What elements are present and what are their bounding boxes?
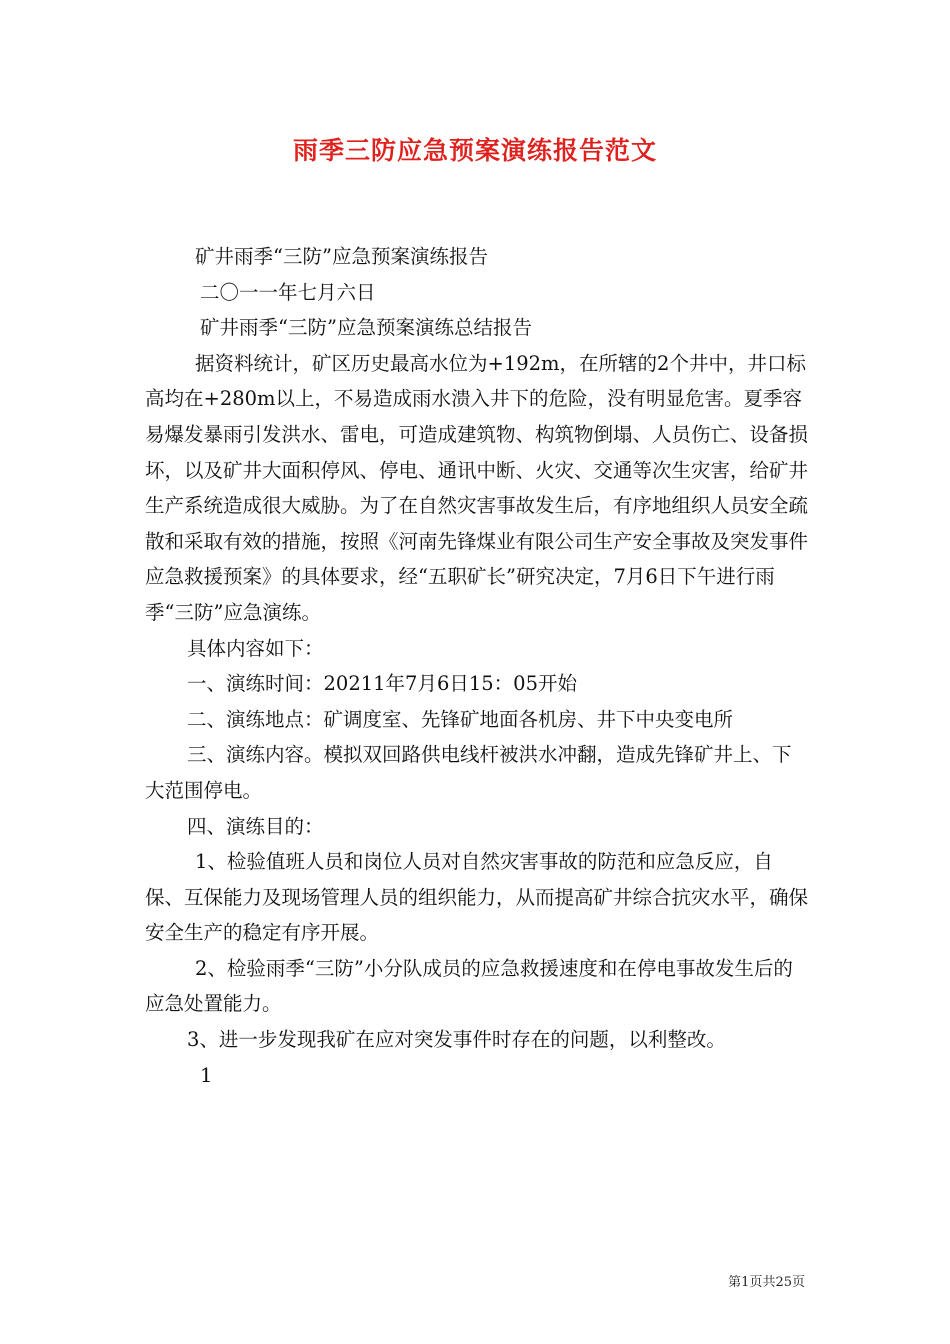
purpose-item-3: 3、进一步发现我矿在应对突发事件时存在的问题，以利整改。 (187, 1028, 726, 1052)
document-title: 雨季三防应急预案演练报告范文 (292, 136, 657, 165)
report-heading: 矿井雨季“三防”应急预案演练报告 (195, 245, 488, 268)
intro-paragraph: 据资料统计，矿区历史最高水位为+192m，在所辖的2个井中，井口标高均在+280m以上，不易造成雨水溃入井下的危险，没有明显危害。夏季容易爆发暴雨引发洪水、雷电，可造成建筑物、构筑物倒塌、人员伤亡、设备损坏，以及矿井大面积停风、停电、通讯中断、火灾、交通等次生灾害，给矿井生产系统造成很大威胁。为了在自然灾害事故发生后，有序地组织人员安全疏散和采取有效的措施，按照《河南先锋煤业有限公司生产安全事故及突发事件应急救援预案》的具体要求，经“五职矿长”研究决定，7月6日下午进行雨季“三防”应急演练。 (145, 351, 809, 624)
summary-heading: 矿井雨季“三防”应急预案演练总结报告 (200, 316, 532, 340)
page-footer: 第1页共25页 (728, 1275, 805, 1290)
drill-time: 一、演练时间：20211年7月6日15：05开始 (187, 672, 577, 696)
drill-content: 三、演练内容。模拟双回路供电线杆被洪水冲翻，造成先锋矿井上、下大范围停电。 (145, 743, 792, 802)
purpose-item-2: 2、检验雨季“三防”小分队成员的应急救援速度和在停电事故发生后的应急处置能力。 (145, 956, 793, 1016)
document-body (145, 239, 810, 1093)
inline-page-marker: 1 (200, 1063, 213, 1087)
drill-location: 二、演练地点：矿调度室、先锋矿地面各机房、井下中央变电所 (187, 707, 734, 731)
report-date: 二〇一一年七月六日 (200, 280, 376, 304)
drill-purpose-heading: 四、演练目的： (187, 814, 324, 838)
purpose-item-1: 1、检验值班人员和岗位人员对自然灾害事故的防范和应急反应，自保、互保能力及现场管理人员的组织能力，从而提高矿井综合抗灾水平，确保安全生产的稳定有序开展。 (145, 850, 809, 945)
content-intro: 具体内容如下： (187, 636, 324, 660)
